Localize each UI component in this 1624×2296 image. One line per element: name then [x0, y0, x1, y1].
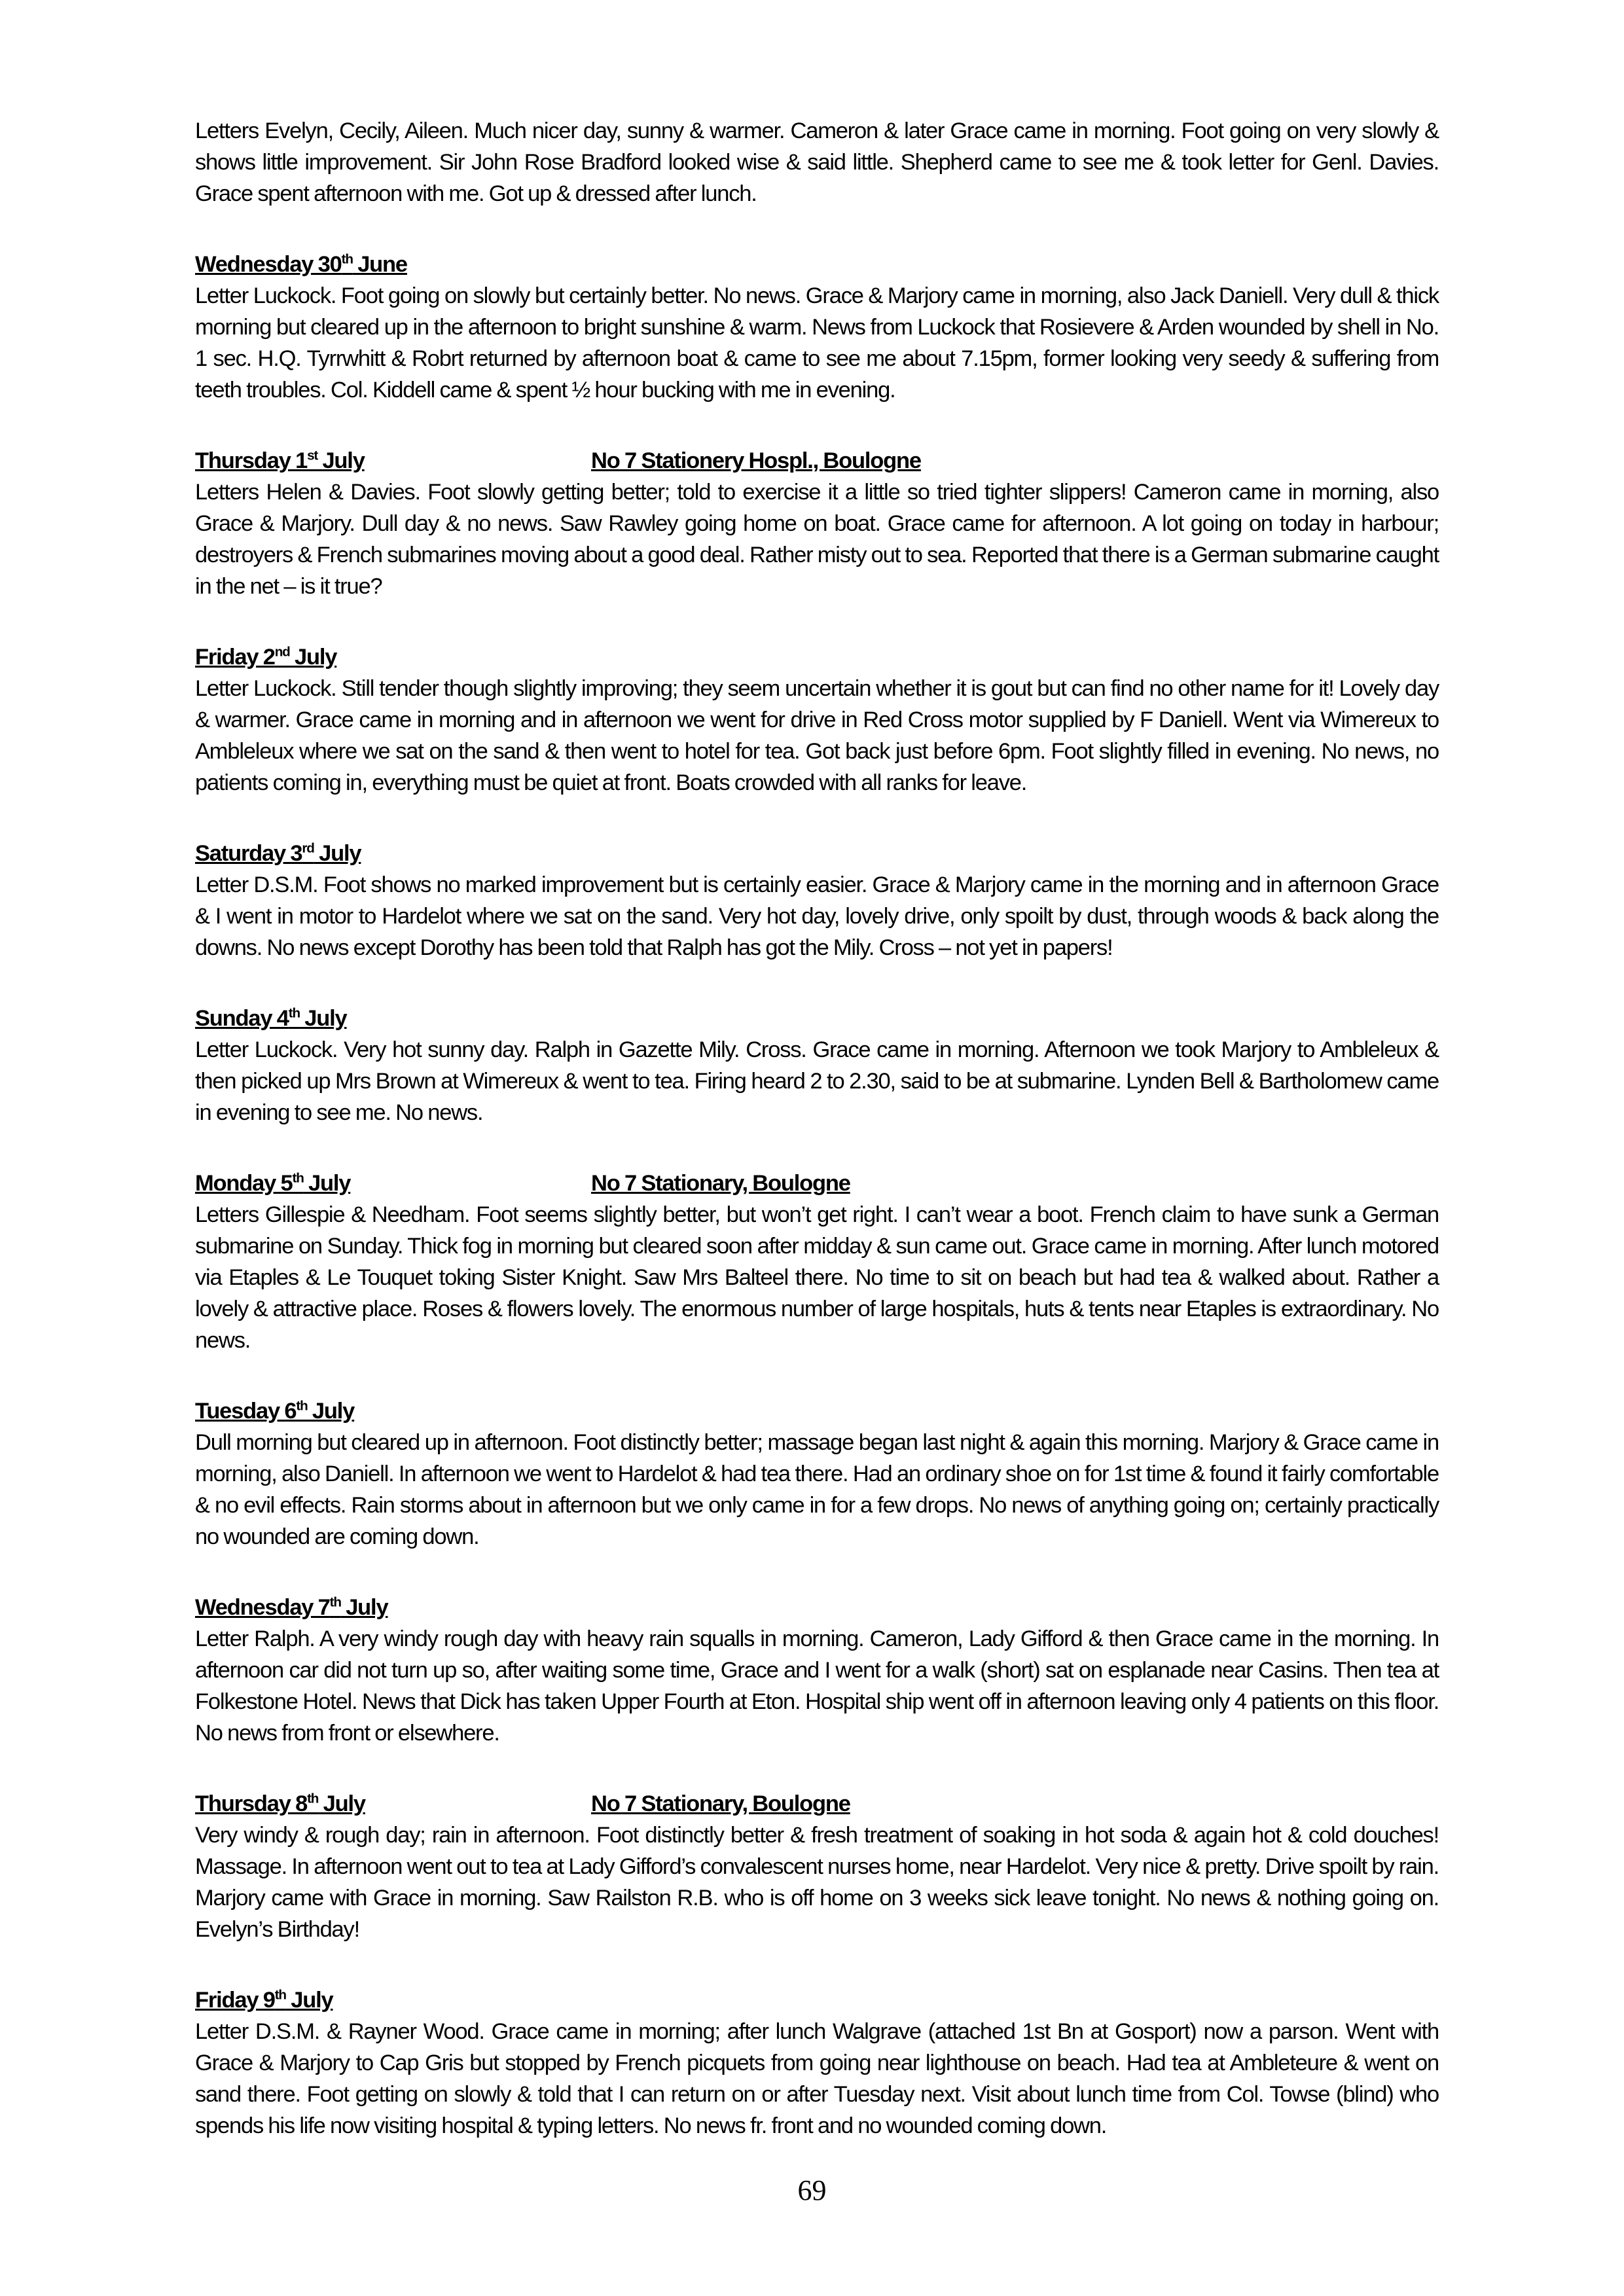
- entry-heading: [195, 249, 1439, 280]
- entry-body: Letter D.S.M. Foot shows no marked improvement but is certainly easier. Grace & Marjory came in the morning and in afternoon Grace & I went in motor to Hardelot where we sat on the sand. Very hot day, lovely drive, only spoilt by dust, through woods & back along the downs. No news except Dorothy has been told that Ralph has got the Mily. Cross – not yet in papers!: [195, 872, 1439, 960]
- entry-day: Sunday 4: [195, 1006, 289, 1031]
- entry-month: July: [318, 1791, 365, 1816]
- entry-date: [195, 1788, 591, 1820]
- diary-entry: [195, 445, 1439, 602]
- entry-date: [195, 249, 591, 280]
- entry-day-suffix: th: [329, 1594, 341, 1610]
- entry-day-suffix: th: [292, 1170, 304, 1186]
- entry-day-suffix: rd: [302, 840, 314, 856]
- entry-heading: [195, 1984, 1439, 2016]
- entry-month: July: [289, 645, 337, 670]
- entry-day-suffix: st: [307, 448, 318, 463]
- diary-entries: [195, 249, 1439, 2142]
- diary-entry: [195, 1984, 1439, 2142]
- entry-body: Letter D.S.M. & Rayner Wood. Grace came in morning; after lunch Walgrave (attached 1st Bn at Gosport) now a parson. Went with Grace & Marjory to Cap Gris but stopped by French picquets from going near lighthouse on beach. Had tea at Ambleteure & went on sand there. Foot getting on slowly & told that I can return on or after Tuesday next. Visit about lunch time from Col. Towse (blind) who spends his life now visiting hospital & typing letters. No news fr. front and no wounded coming down.: [195, 2019, 1439, 2138]
- entry-month: June: [352, 252, 407, 277]
- entry-date: [195, 641, 591, 673]
- entry-month: July: [317, 448, 365, 473]
- entry-date: [195, 1003, 591, 1034]
- entry-location: No 7 Stationary, Boulogne: [591, 1791, 850, 1816]
- entry-heading: [195, 1003, 1439, 1034]
- entry-day: Monday 5: [195, 1171, 293, 1196]
- entry-day: Friday 9: [195, 1988, 275, 2013]
- entry-heading: [195, 838, 1439, 869]
- entry-day-suffix: th: [288, 1005, 300, 1021]
- entry-body: Very windy & rough day; rain in afternoon. Foot distinctly better & fresh treatment of soaking in hot soda & again hot & cold douches! Massage. In afternoon went out to tea at Lady Gifford’s convalescent nurses home, near Hardelot. Very nice & pretty. Drive spoilt by rain. Marjory came with Grace in morning. Saw Railston R.B. who is off home on 3 weeks sick leave tonight. No news & nothing going on. Evelyn’s Birthday!: [195, 1823, 1439, 1942]
- entry-heading: [195, 1168, 1439, 1199]
- entry-day: Tuesday 6: [195, 1399, 297, 1424]
- entry-date: [195, 1984, 591, 2016]
- entry-body: Letter Luckock. Very hot sunny day. Ralph in Gazette Mily. Cross. Grace came in morning. Afternoon we took Marjory to Ambleleux & then picked up Mrs Brown at Wimereux & went to tea. Firing heard 2 to 2.30, said to be at submarine. Lynden Bell & Bartholomew came in evening to see me. No news.: [195, 1037, 1439, 1125]
- entry-month: July: [299, 1006, 347, 1031]
- entry-day: Saturday 3: [195, 841, 302, 866]
- entry-day: Friday 2: [195, 645, 275, 670]
- entry-day: Wednesday 7: [195, 1595, 330, 1620]
- entry-month: July: [340, 1595, 388, 1620]
- diary-entry: [195, 641, 1439, 798]
- entry-body: Letters Gillespie & Needham. Foot seems slightly better, but won’t get right. I can’t wear a boot. French claim to have sunk a German submarine on Sunday. Thick fog in morning but cleared soon after midday & sun came out. Grace came in morning. After lunch motored via Etaples & Le Touquet toking Sister Knight. Saw Mrs Balteel there. No time to sit on beach but had tea & walked about. Rather a lovely & attractive place. Roses & flowers lovely. The enormous number of large hospitals, huts & tents near Etaples is extraordinary. No news.: [195, 1202, 1439, 1353]
- diary-entry: [195, 1592, 1439, 1749]
- entry-month: July: [314, 841, 361, 866]
- entry-day-suffix: th: [341, 251, 353, 267]
- entry-heading: [195, 641, 1439, 673]
- entry-body: Letter Luckock. Still tender though slightly improving; they seem uncertain whether it is gout but can find no other name for it! Lovely day & warmer. Grace came in morning and in afternoon we went for drive in Red Cross motor supplied by F Daniell. Went via Wimereux to Ambleleux where we sat on the sand & then went to hotel for tea. Got back just before 6pm. Foot slightly filled in evening. No news, no patients coming in, everything must be quiet at front. Boats crowded with all ranks for leave.: [195, 676, 1439, 795]
- entry-date: [195, 1395, 591, 1427]
- diary-entry: [195, 838, 1439, 963]
- entry-heading: [195, 445, 1439, 476]
- entry-date: [195, 445, 591, 476]
- entry-body: Dull morning but cleared up in afternoon. Foot distinctly better; massage began last night & again this morning. Marjory & Grace came in morning, also Daniell. In afternoon we went to Hardelot & had tea there. Had an ordinary shoe on for 1st time & found it fairly comfortable & no evil effects. Rain storms about in afternoon but we only came in for a few drops. No news of anything going on; certainly practically no wounded are coming down.: [195, 1430, 1439, 1549]
- entry-month: July: [307, 1399, 355, 1424]
- entry-heading: [195, 1592, 1439, 1623]
- diary-entry: [195, 1788, 1439, 1945]
- entry-day-suffix: nd: [274, 644, 290, 660]
- entry-day: Thursday 1: [195, 448, 308, 473]
- diary-entry: [195, 1168, 1439, 1356]
- intro-paragraph: Letters Evelyn, Cecily, Aileen. Much nicer day, sunny & warmer. Cameron & later Grace came in morning. Foot going on very slowly & shows little improvement. Sir John Rose Bradford looked wise & said little. Shepherd came to see me & took letter for Genl. Davies. Grace spent afternoon with me. Got up & dressed after lunch.: [195, 118, 1439, 206]
- entry-body: Letter Luckock. Foot going on slowly but certainly better. No news. Grace & Marjory came in morning, also Jack Daniell. Very dull & thick morning but cleared up in the afternoon to bright sunshine & warm. News from Luckock that Rosievere & Arden wounded by shell in No. 1 sec. H.Q. Tyrrwhitt & Robrt returned by afternoon boat & came to see me about 7.15pm, former looking very seedy & suffering from teeth troubles. Col. Kiddell came & spent ½ hour bucking with me in evening.: [195, 283, 1439, 403]
- entry-date: [195, 1592, 591, 1623]
- entry-date: [195, 838, 591, 869]
- entry-body: Letters Helen & Davies. Foot slowly getting better; told to exercise it a little so tried tighter slippers! Cameron came in morning, also Grace & Marjory. Dull day & no news. Saw Rawley going home on boat. Grace came for afternoon. A lot going on today in harbour; destroyers & French submarines moving about a good deal. Rather misty out to sea. Reported that there is a German submarine caught in the net – is it true?: [195, 480, 1439, 599]
- page-number: 69: [797, 2174, 827, 2206]
- diary-entry: [195, 1003, 1439, 1128]
- entry-location: No 7 Stationary, Boulogne: [591, 1171, 850, 1196]
- entry-heading: [195, 1395, 1439, 1427]
- diary-page: [195, 115, 1439, 2181]
- entry-day-suffix: th: [274, 1987, 286, 2003]
- diary-entry: [195, 249, 1439, 406]
- entry-day: Thursday 8: [195, 1791, 308, 1816]
- entry-day-suffix: th: [296, 1398, 308, 1414]
- entry-location: No 7 Stationery Hospl., Boulogne: [591, 448, 921, 473]
- entry-body: Letter Ralph. A very windy rough day with heavy rain squalls in morning. Cameron, Lady Gifford & then Grace came in the morning. In afternoon car did not turn up so, after waiting some time, Grace and I went for a walk (short) sat on esplanade near Casins. Then tea at Folkestone Hotel. News that Dick has taken Upper Fourth at Eton. Hospital ship went off in afternoon leaving only 4 patients on this floor. No news from front or elsewhere.: [195, 1626, 1439, 1746]
- entry-month: July: [303, 1171, 351, 1196]
- diary-entry: [195, 1395, 1439, 1552]
- entry-date: [195, 1168, 591, 1199]
- entry-heading: [195, 1788, 1439, 1820]
- entry-month: July: [285, 1988, 333, 2013]
- entry-day: Wednesday 30: [195, 252, 342, 277]
- entry-day-suffix: th: [307, 1791, 319, 1806]
